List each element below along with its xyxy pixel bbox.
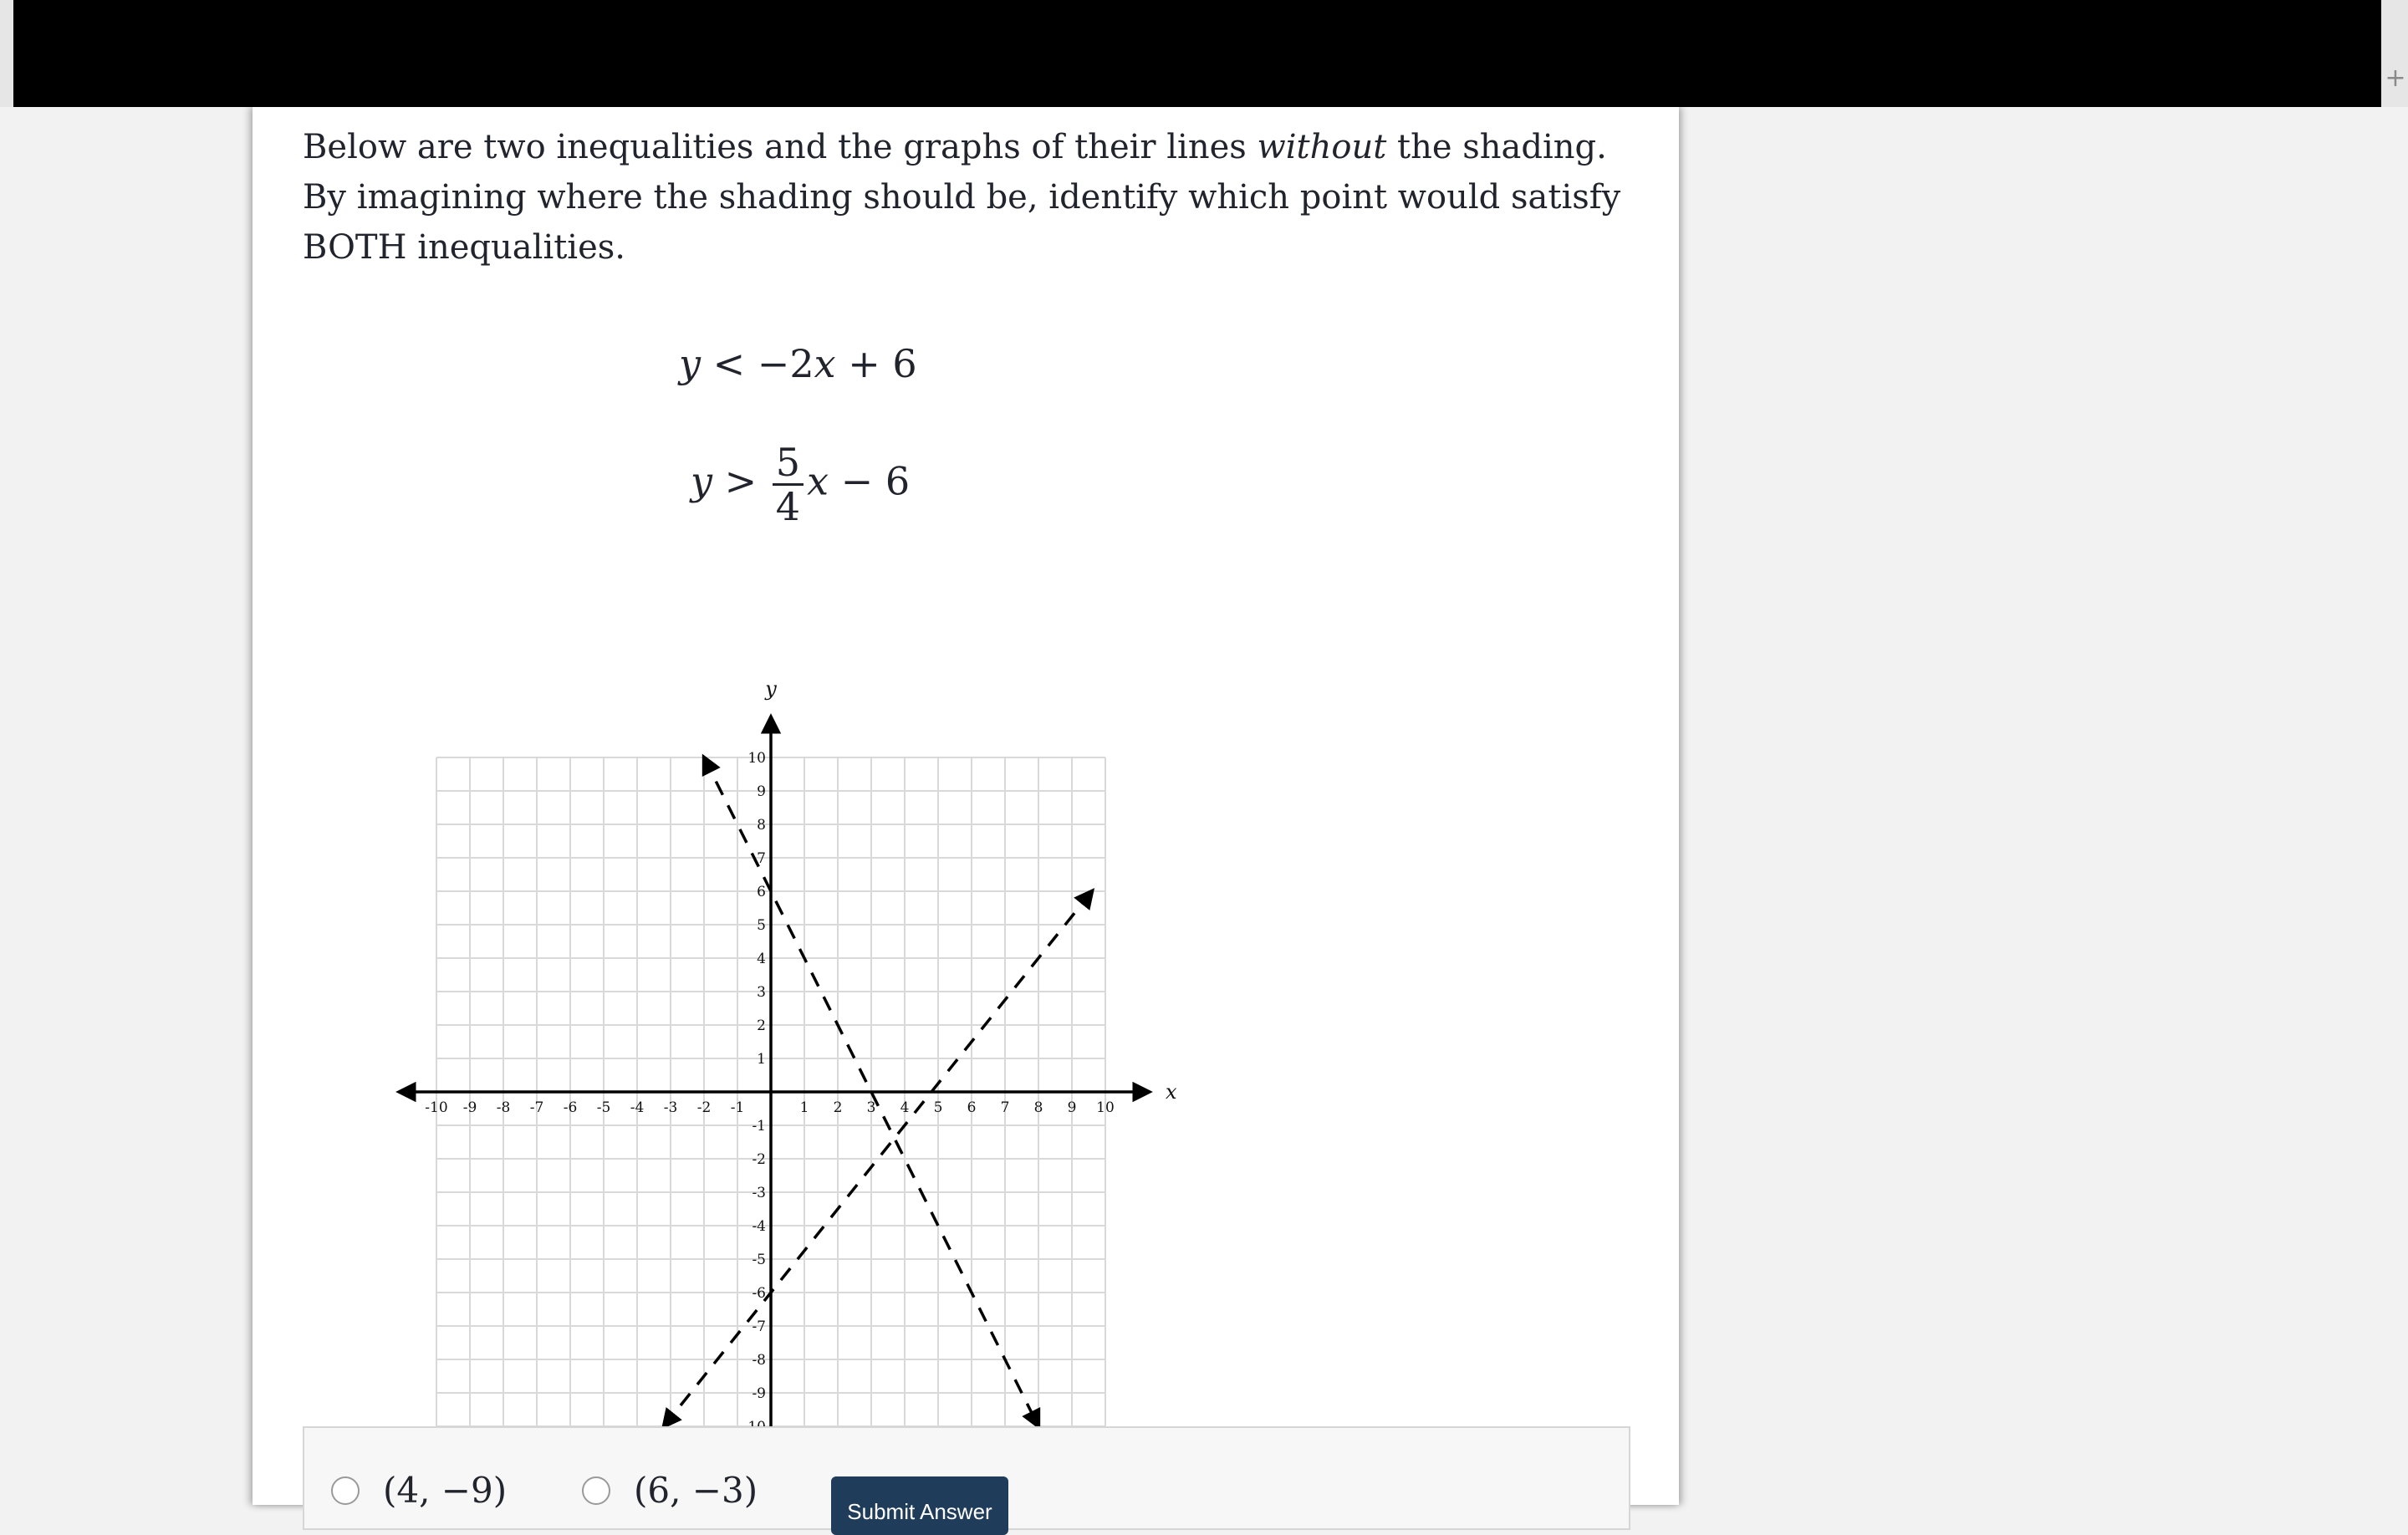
inequality-1 <box>679 341 917 386</box>
ineq1-op: < <box>712 341 746 386</box>
y-axis-label: y <box>765 677 777 701</box>
y-tick-label: -1 <box>752 1118 766 1135</box>
ineq2-fraction <box>773 441 804 528</box>
fraction-denominator: 4 <box>775 484 801 529</box>
answer-choice-b[interactable] <box>582 1470 758 1511</box>
x-tick-label: -2 <box>696 1099 712 1116</box>
radio-choice-a[interactable] <box>331 1476 360 1505</box>
y-tick-label: 3 <box>757 984 766 1001</box>
ineq1-const: + 6 <box>848 341 917 386</box>
answer-choice-a[interactable] <box>331 1470 507 1511</box>
ineq1-coef: −2 <box>757 341 814 386</box>
ineq2-op: > <box>724 458 758 504</box>
y-tick-label: 2 <box>757 1017 766 1034</box>
y-tick-label: -3 <box>752 1185 766 1201</box>
y-tick-label: 1 <box>757 1051 766 1068</box>
x-tick-label: -6 <box>563 1099 578 1116</box>
choice-a-label: (4, −9) <box>383 1470 508 1511</box>
radio-choice-b[interactable] <box>582 1476 610 1505</box>
x-tick-label: 10 <box>1096 1099 1115 1116</box>
x-tick-label: 2 <box>833 1099 843 1116</box>
x-tick-label: -9 <box>462 1099 477 1116</box>
x-tick-label: -7 <box>529 1099 544 1116</box>
prompt-text-2: the shading. By imagining where the shading should be, identify which point would satisfy BOTH inequalities. <box>303 128 1621 267</box>
answer-area <box>303 1426 1627 1524</box>
ineq2-var: x <box>807 458 829 504</box>
y-tick-label: -6 <box>752 1285 766 1302</box>
question-prompt <box>303 122 1624 273</box>
y-tick-label: 8 <box>757 817 766 834</box>
ineq1-var: x <box>814 341 836 386</box>
x-tick-label: 6 <box>967 1099 977 1116</box>
x-tick-label: -8 <box>496 1099 511 1116</box>
ineq2-const: − 6 <box>840 458 911 504</box>
coordinate-graph <box>420 589 1189 1475</box>
y-tick-label: -2 <box>752 1151 766 1168</box>
y-tick-label: 6 <box>757 884 766 900</box>
x-tick-label: 9 <box>1067 1099 1077 1116</box>
y-tick-label: 9 <box>757 783 766 800</box>
question-card <box>253 107 1679 1524</box>
ineq1-lhs: y <box>679 341 701 386</box>
x-tick-label: 8 <box>1033 1099 1043 1116</box>
prompt-emphasis: without <box>1257 128 1387 166</box>
x-tick-label: -5 <box>596 1099 611 1116</box>
prompt-text-1: Below are two inequalities and the graphs of their lines <box>303 128 1258 166</box>
y-tick-label: 10 <box>747 750 766 767</box>
y-tick-label: -7 <box>752 1318 766 1335</box>
x-tick-label: 4 <box>900 1099 910 1116</box>
y-tick-label: 5 <box>757 917 766 934</box>
y-tick-label: -4 <box>752 1218 766 1235</box>
x-tick-label: 5 <box>933 1099 943 1116</box>
x-tick-label: -4 <box>630 1099 645 1116</box>
submit-answer-button[interactable]: Submit Answer <box>831 1476 1008 1535</box>
x-tick-label: 1 <box>799 1099 809 1116</box>
inequality-2 <box>691 441 910 528</box>
new-tab-button[interactable]: + <box>2385 64 2406 93</box>
x-axis-label: x <box>1166 1080 1177 1104</box>
y-tick-label: 7 <box>757 850 766 867</box>
ineq2-lhs: y <box>691 458 712 504</box>
fraction-numerator: 5 <box>773 441 804 486</box>
x-tick-label: 7 <box>1000 1099 1010 1116</box>
y-tick-label: -8 <box>752 1352 766 1369</box>
y-tick-label: -5 <box>752 1252 766 1268</box>
x-tick-label: -1 <box>730 1099 745 1116</box>
x-tick-label: -3 <box>663 1099 678 1116</box>
y-tick-label: -9 <box>752 1385 766 1402</box>
x-tick-label: 3 <box>866 1099 876 1116</box>
x-tick-label: -10 <box>425 1099 448 1116</box>
redaction-bar <box>13 0 2381 107</box>
choice-b-label: (6, −3) <box>634 1470 758 1511</box>
y-tick-label: 4 <box>757 951 766 967</box>
